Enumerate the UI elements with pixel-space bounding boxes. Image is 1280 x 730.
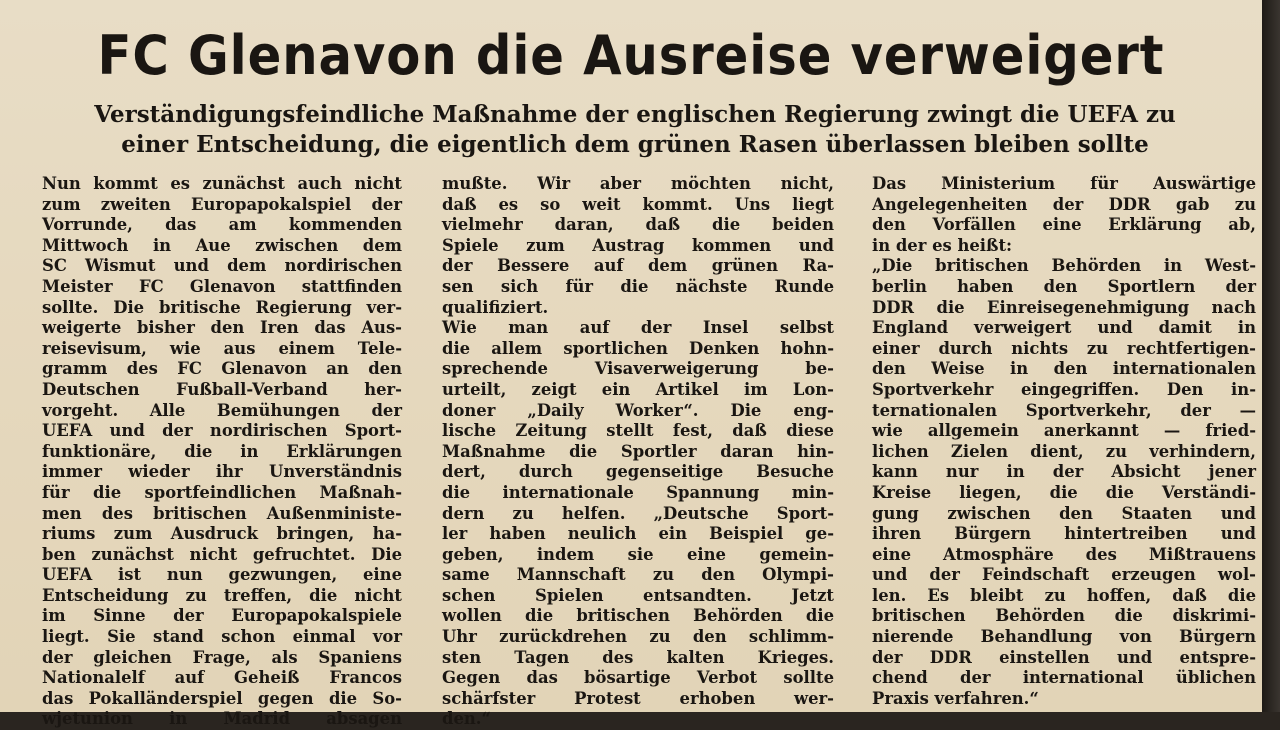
column-2-line: Uhr zurückdrehen zu den schlimm- [442,627,834,647]
column-1-line: UEFA ist nun gezwungen, eine [42,565,402,585]
column-1-line: das Pokalländerspiel gegen die So- [42,688,402,708]
column-3-line: England verweigert und damit in [872,318,1256,338]
column-3-line: wie allgemein anerkannt — fried- [872,421,1256,441]
column-2-line: Spiele zum Austrag kommen und [442,235,834,255]
article-column-3 [872,174,1256,709]
column-2-line: Wie man auf der Insel selbst [442,318,834,338]
column-3-line: in der es heißt: [872,235,1013,255]
column-1-line: Deutschen Fußball-Verband her- [42,379,402,399]
column-1-line: riums zum Ausdruck bringen, ha- [42,524,402,544]
column-3-line: einer durch nichts zu rechtfertigen- [872,338,1256,358]
column-3-line: ihren Bürgern hintertreiben und [872,524,1256,544]
article-column-1 [42,174,402,730]
column-3-line: der DDR einstellen und entspre- [872,647,1256,667]
column-1-line: Nationalelf auf Geheiß Francos [42,668,402,688]
column-3-line: gung zwischen den Staaten und [872,503,1256,523]
column-3-line: Praxis verfahren.“ [872,688,1039,708]
column-3-line: britischen Behörden die diskrimi- [872,606,1256,626]
column-1-line: UEFA und der nordirischen Sport- [42,421,402,441]
column-1-line: SC Wismut und dem nordirischen [42,256,402,276]
column-1-line: men des britischen Außenministe- [42,503,402,523]
column-3-line: eine Atmosphäre des Mißtrauens [872,544,1256,564]
column-2-line: den.“ [442,709,491,729]
column-3-line: „Die britischen Behörden in West- [872,256,1256,276]
column-2-line: same Mannschaft zu den Olympi- [442,565,834,585]
column-3-line: und der Feindschaft erzeugen wol- [872,565,1256,585]
column-2-line: wollen die britischen Behörden die [442,606,834,626]
background-edge [1262,0,1280,712]
column-1-line: Mittwoch in Aue zwischen dem [42,235,402,255]
column-3-line: lichen Zielen dient, zu verhindern, [872,441,1256,461]
column-1-line: Meister FC Glenavon stattfinden [42,276,402,296]
column-1-line: gramm des FC Glenavon an den [42,359,402,379]
column-3-line: kann nur in der Absicht jener [872,462,1256,482]
column-2-line: die internationale Spannung min- [442,482,834,502]
column-3-line: nierende Behandlung von Bürgern [872,627,1256,647]
column-3-line: Angelegenheiten der DDR gab zu [872,194,1256,214]
column-1-line: zum zweiten Europapokalspiel der [42,194,402,214]
column-2-line: Gegen das bösartige Verbot sollte [442,668,834,688]
column-2-line: ler haben neulich ein Beispiel ge- [442,524,834,544]
column-1-line: der gleichen Frage, als Spaniens [42,647,402,667]
column-1-line: im Sinne der Europapokalspiele [42,606,402,626]
column-3-line: Sportverkehr eingegriffen. Den in- [872,379,1256,399]
column-2-line: schen Spielen entsandten. Jetzt [442,585,834,605]
column-1-line: ben zunächst nicht gefruchtet. Die [42,544,402,564]
column-3-line: chend der international üblichen [872,668,1256,688]
column-2-line: doner „Daily Worker“. Die eng- [442,400,834,420]
article-headline: FC Glenavon die Ausreise verweigert [97,24,1165,87]
column-2-line: dern zu helfen. „Deutsche Sport- [442,503,834,523]
column-1-line: liegt. Sie stand schon einmal vor [42,627,402,647]
column-2-line: qualifiziert. [442,297,549,317]
column-2-line: sten Tagen des kalten Krieges. [442,647,834,667]
article-subheadline-line-2: einer Entscheidung, die eigentlich dem grünen Rasen überlassen bleiben sollte [121,131,1149,158]
column-2-line: Maßnahme die Sportler daran hin- [442,441,834,461]
column-2-line: der Bessere auf dem grünen Ra- [442,256,834,276]
column-3-line: DDR die Einreisegenehmigung nach [872,297,1256,317]
column-3-line: Kreise liegen, die die Verständi- [872,482,1256,502]
article-subheadline-line-1: Verständigungsfeindliche Maßnahme der englischen Regierung zwingt die UEFA zu [94,101,1176,128]
column-2-line: die allem sportlichen Denken hohn- [442,338,834,358]
column-1-line: für die sportfeindlichen Maßnah- [42,482,402,502]
column-1-line: Vorrunde, das am kommenden [42,215,402,235]
column-1-line: vorgeht. Alle Bemühungen der [42,400,402,420]
column-2-line: daß es so weit kommt. Uns liegt [442,194,834,214]
column-1-line: immer wieder ihr Unverständnis [42,462,402,482]
column-1-line: sollte. Die britische Regierung ver- [42,297,402,317]
column-3-line: den Vorfällen eine Erklärung ab, [872,215,1256,235]
column-3-line: len. Es bleibt zu hoffen, daß die [872,585,1256,605]
column-1-line: wjetunion in Madrid absagen [42,709,402,729]
column-2-line: mußte. Wir aber möchten nicht, [442,174,834,193]
column-2-line: vielmehr daran, daß die beiden [442,215,834,235]
column-2-line: sprechende Visaverweigerung be- [442,359,834,379]
column-2-line: sen sich für die nächste Runde [442,276,834,296]
column-2-line: schärfster Protest erhoben wer- [442,688,834,708]
column-1-line: reisevisum, wie aus einem Tele- [42,338,402,358]
column-1-line: funktionäre, die in Erklärungen [42,441,402,461]
column-1-line: weigerte bisher den Iren das Aus- [42,318,402,338]
column-3-line: Das Ministerium für Auswärtige [872,174,1256,193]
column-3-line: berlin haben den Sportlern der [872,276,1256,296]
column-2-line: dert, durch gegenseitige Besuche [442,462,834,482]
column-3-line: den Weise in den internationalen [872,359,1256,379]
column-2-line: lische Zeitung stellt fest, daß diese [442,421,834,441]
column-1-line: Entscheidung zu treffen, die nicht [42,585,402,605]
article-column-2 [442,174,834,730]
column-3-line: ternationalen Sportverkehr, der — [872,400,1256,420]
column-2-line: geben, indem sie eine gemein- [442,544,834,564]
column-1-line: Nun kommt es zunächst auch nicht [42,174,402,193]
column-2-line: urteilt, zeigt ein Artikel im Lon- [442,379,834,399]
